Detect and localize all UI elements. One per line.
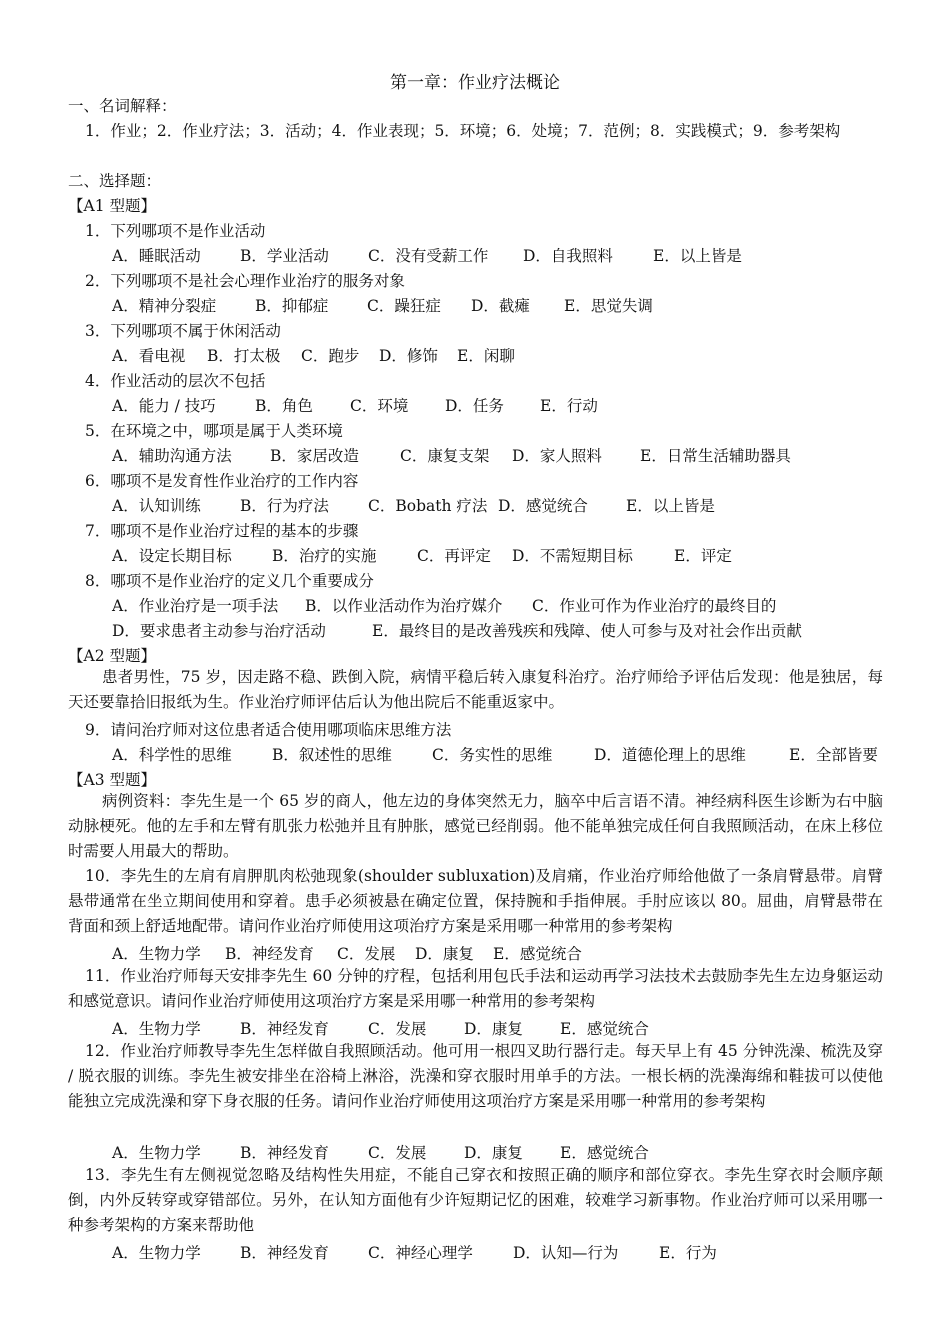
- option: D．修饰: [379, 347, 438, 365]
- question-13-stem: 13．李先生有左侧视觉忽略及结构性失用症，不能自己穿衣和按照正确的顺序和部位穿衣。李先生穿衣时会顺序颠倒，内外反转穿或穿错部位。另外，在认知方面他有少许短期记忆的困难，较难学习新事物。作业治疗师可以采用哪一种参考架构的方案来帮助他: [68, 1166, 883, 1234]
- option: B．神经发育: [240, 1144, 329, 1162]
- option: A．设定长期目标: [112, 547, 232, 565]
- option: C．Bobath 疗法: [368, 497, 488, 515]
- option: E．评定: [674, 547, 732, 565]
- option: C．作业可作为作业治疗的最终目的: [532, 597, 777, 615]
- option: B．家居改造: [270, 447, 359, 465]
- option: D．感觉统合: [498, 497, 588, 515]
- option: D．自我照料: [523, 247, 613, 265]
- a3-tag: 【A3 型题】: [68, 771, 156, 789]
- option: C．务实性的思维: [432, 746, 553, 764]
- question-11-options: [112, 1019, 649, 1039]
- question-8-options-row1: [112, 596, 776, 616]
- option: C．康复支架: [400, 447, 490, 465]
- option: A．辅助沟通方法: [112, 447, 232, 465]
- option: E．日常生活辅助器具: [640, 447, 791, 465]
- option: C．环境: [350, 397, 409, 415]
- question-4-options: [112, 396, 598, 416]
- option: A．生物力学: [112, 1144, 201, 1162]
- a2-case-text: 患者男性，75 岁，因走路不稳、跌倒入院，病情平稳后转入康复科治疗。治疗师给予评估后发现：他是独居，每天还要靠拾旧报纸为生。作业治疗师评估后认为他出院后不能重返家中。: [68, 668, 883, 711]
- option: A．精神分裂症: [112, 297, 217, 315]
- option: C．发展: [368, 1144, 427, 1162]
- option: C．神经心理学: [368, 1244, 473, 1262]
- question-1-stem: 1．下列哪项不是作业活动: [85, 222, 266, 240]
- option: E．闲聊: [457, 347, 515, 365]
- option: E．以上皆是: [626, 497, 715, 515]
- question-10-stem: 10．李先生的左肩有肩胛肌肉松弛现象(shoulder subluxation)及肩痛，作业治疗师给他做了一条肩臂悬带。肩臂悬带通常在坐立期间使用和穿着。患手必须被悬在确定位置，保持腕和手指伸展。手肘应该以 80。屈曲，肩臂悬带在背面和颈上舒适地配带。请问作业治疗师使用这项治疗方案是采用哪一种常用的参考架构: [68, 867, 883, 935]
- question-8-options-row2: [112, 621, 802, 641]
- section2-heading: 二、选择题：: [68, 172, 162, 190]
- option: C．发展: [337, 945, 396, 963]
- option: B．打太极: [207, 347, 281, 365]
- question-5-options: [112, 446, 791, 466]
- option: B．抑郁症: [255, 297, 329, 315]
- option: A．睡眠活动: [112, 247, 201, 265]
- option: B．叙述性的思维: [272, 746, 392, 764]
- question-9-options: [112, 745, 878, 765]
- option: B．神经发育: [225, 945, 314, 963]
- option: B．行为疗法: [240, 497, 329, 515]
- a1-tag: 【A1 型题】: [68, 197, 156, 215]
- option: E．以上皆是: [653, 247, 742, 265]
- option: A．生物力学: [112, 1020, 201, 1038]
- option: B．治疗的实施: [272, 547, 377, 565]
- option: E．全部皆要: [789, 746, 878, 764]
- option: D．康复: [464, 1020, 523, 1038]
- option: D．康复: [464, 1144, 523, 1162]
- question-1-options: [112, 246, 742, 266]
- option: C．没有受薪工作: [368, 247, 489, 265]
- question-3-options: [112, 346, 515, 366]
- question-5-stem: 5．在环境之中，哪项是属于人类环境: [85, 422, 343, 440]
- option: D．道德伦理上的思维: [594, 746, 746, 764]
- question-3-stem: 3．下列哪项不属于休闲活动: [85, 322, 281, 340]
- question-2-options: [112, 296, 653, 316]
- option: A．看电视: [112, 347, 186, 365]
- option: E．感觉统合: [560, 1144, 649, 1162]
- option: E．感觉统合: [560, 1020, 649, 1038]
- option: D．截瘫: [471, 297, 530, 315]
- question-7-stem: 7．哪项不是作业治疗过程的基本的步骤: [85, 522, 359, 540]
- option: D．不需短期目标: [512, 547, 633, 565]
- question-6-stem: 6．哪项不是发育性作业治疗的工作内容: [85, 472, 359, 490]
- question-10-options: [112, 944, 582, 964]
- option: C．再评定: [417, 547, 491, 565]
- option: A．作业治疗是一项手法: [112, 597, 279, 615]
- option: C．发展: [368, 1020, 427, 1038]
- question-12-stem: 12．作业治疗师教导李先生怎样做自我照顾活动。他可用一根四叉助行器行走。每天早上有 45 分钟洗澡、梳洗及穿 / 脱衣服的训练。李先生被安排坐在浴椅上淋浴，洗澡和穿衣服时用单手的方法。一根长柄的洗澡海绵和鞋拔可以使他能独立完成洗澡和穿下身衣服的任务。请问作业治疗师使用这项治疗方案是采用哪一种常用的参考架构: [68, 1042, 883, 1110]
- option: D．任务: [445, 397, 504, 415]
- option: A．科学性的思维: [112, 746, 232, 764]
- option: E．感觉统合: [493, 945, 582, 963]
- option: B．神经发育: [240, 1244, 329, 1262]
- option: D．康复: [415, 945, 474, 963]
- section1-heading: 一、名词解释：: [68, 97, 177, 115]
- question-6-options: [112, 496, 715, 516]
- option: E．最终目的是改善残疾和残障、使人可参与及对社会作出贡献: [372, 622, 802, 640]
- a2-tag: 【A2 型题】: [68, 647, 156, 665]
- question-4-stem: 4．作业活动的层次不包括: [85, 372, 266, 390]
- question-13-options: [112, 1243, 717, 1263]
- option: C．躁狂症: [367, 297, 441, 315]
- option: E．行为: [659, 1244, 717, 1262]
- option: B．角色: [255, 397, 313, 415]
- option: B．学业活动: [240, 247, 329, 265]
- option: D．家人照料: [512, 447, 602, 465]
- option: A．认知训练: [112, 497, 201, 515]
- option: C．跑步: [301, 347, 360, 365]
- option: B．以作业活动作为治疗媒介: [305, 597, 503, 615]
- question-12-options: [112, 1143, 649, 1163]
- option: E．思觉失调: [564, 297, 653, 315]
- question-9-stem: 9．请问治疗师对这位患者适合使用哪项临床思维方法: [85, 721, 452, 739]
- option: A．生物力学: [112, 945, 201, 963]
- terms-list: 1．作业；2．作业疗法；3．活动；4．作业表现；5．环境；6．处境；7．范例；8．实践模式；9．参考架构: [85, 122, 841, 140]
- a3-case-text: 病例资料：李先生是一个 65 岁的商人，他左边的身体突然无力，脑卒中后言语不清。神经病科医生诊断为右中脑动脉梗死。他的左手和左臂有肌张力松弛并且有肿胀，感觉已经削弱。他不能单独完成任何自我照顾活动，在床上移位时需要人用最大的帮助。: [68, 792, 883, 860]
- option: A．生物力学: [112, 1244, 201, 1262]
- question-8-stem: 8．哪项不是作业治疗的定义几个重要成分: [85, 572, 374, 590]
- option: B．神经发育: [240, 1020, 329, 1038]
- option: D．认知—行为: [513, 1244, 619, 1262]
- question-2-stem: 2．下列哪项不是社会心理作业治疗的服务对象: [85, 272, 405, 290]
- page-title: 第一章：作业疗法概论: [390, 73, 560, 93]
- question-7-options: [112, 546, 732, 566]
- question-11-stem: 11．作业治疗师每天安排李先生 60 分钟的疗程，包括利用包氏手法和运动再学习法技术去鼓励李先生左边身躯运动和感觉意识。请问作业治疗师使用这项治疗方案是采用哪一种常用的参考架构: [68, 967, 883, 1010]
- option: E．行动: [540, 397, 598, 415]
- option: D．要求患者主动参与治疗活动: [112, 622, 326, 640]
- option: A．能力 / 技巧: [112, 397, 216, 415]
